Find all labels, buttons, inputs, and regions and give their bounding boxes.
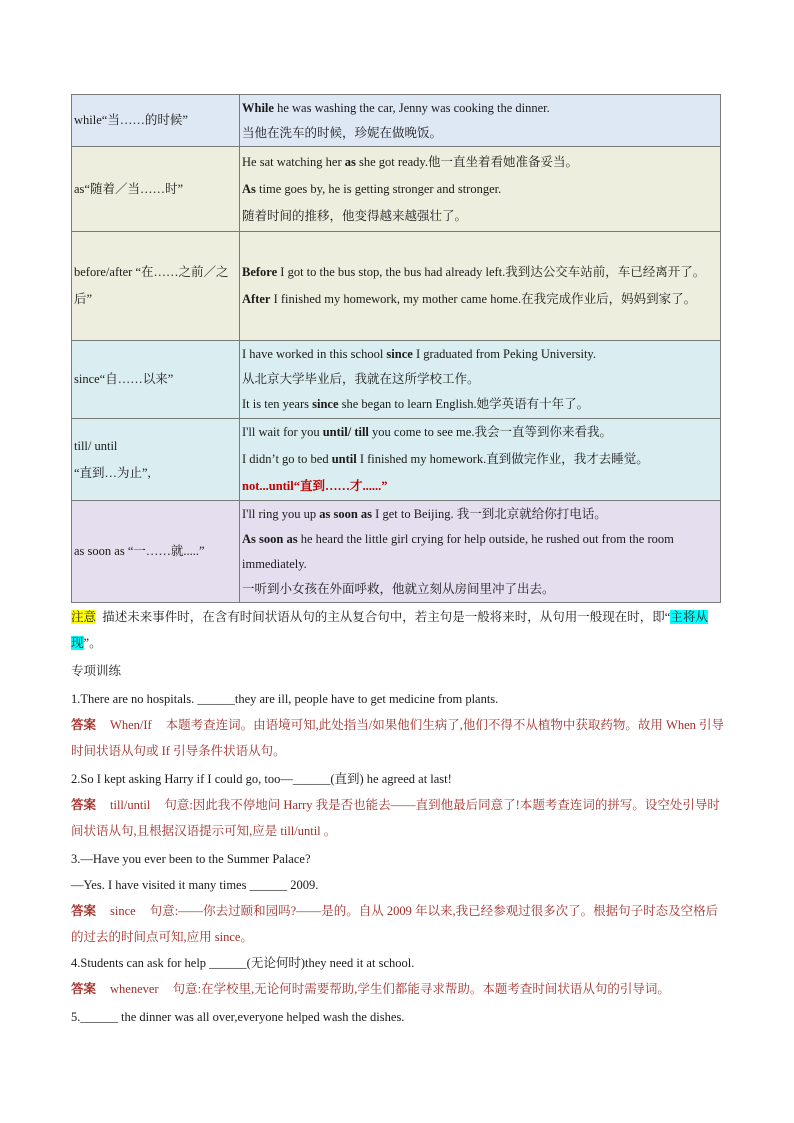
table-row bbox=[72, 419, 721, 501]
exercise-3: 3.—Have you ever been to the Summer Palace? —Yes. I have visited it many times ______ 2009. 答案 since 句意:——你去过颐和园吗?——是的。自从 2009 年以来,我已经参观过很多次了。根据句子时态及空格后的过去的时间点可知,应用 since。 bbox=[71, 852, 719, 944]
row-label: while“当……的时候” bbox=[72, 95, 240, 147]
row-examples: I'll wait for you until/ till you come to see me.我会一直等到你来看我。 I didn’t go to bed until I finished my homework.直到做完作业，我才去睡觉。 not...until“直到……才......” bbox=[240, 419, 721, 501]
row-label: before/after “在……之前／之后” bbox=[72, 232, 240, 341]
row-examples: I'll ring you up as soon as I get to Beijing. 我一到北京就给你打电话。 As soon as he heard the little girl crying for help outside, he rushed out from the room immediately. 一听到小女孩在外面呼救，他就立刻从房间里冲了出去。 bbox=[240, 501, 721, 603]
exercise-5: 5.______ the dinner was all over,everyone helped wash the dishes. bbox=[71, 1010, 405, 1024]
note-highlight: 主将从现 bbox=[71, 610, 708, 650]
row-label: till/ until “直到…为止”, bbox=[72, 419, 240, 501]
row-label: since“自……以来” bbox=[72, 341, 240, 419]
exercise-2: 2.So I kept asking Harry if I could go, too—______(直到) he agreed at last! 答案 till/until 句意:因此我不停地问 Harry 我是否也能去——直到他最后同意了!本题考查连词的拼写。设空处引导时间状语从句,且根据汉语提示可知,应是 till/until 。 bbox=[71, 772, 720, 838]
table-row bbox=[72, 341, 721, 419]
row-label: as“随着／当……时” bbox=[72, 147, 240, 232]
table-row bbox=[72, 95, 721, 147]
section-title: 专项训练 bbox=[71, 664, 122, 678]
exercise-4: 4.Students can ask for help ______(无论何时)they need it at school. 答案 whenever 句意:在学校里,无论何时需要帮助,学生们都能寻求帮助。本题考查时间状语从句的引导词。 bbox=[71, 956, 670, 996]
table-row bbox=[72, 147, 721, 232]
conjunction-table bbox=[71, 94, 721, 603]
row-examples: While he was washing the car, Jenny was cooking the dinner. 当他在洗车的时候，珍妮在做晚饭。 bbox=[240, 95, 721, 147]
table-row bbox=[72, 232, 721, 341]
row-examples: I have worked in this school since I graduated from Peking University. 从北京大学毕业后，我就在这所学校工作。 It is ten years since she began to learn English.她学英语有十年了。 bbox=[240, 341, 721, 419]
row-examples: He sat watching her as she got ready.他一直坐着看她准备妥当。 As time goes by, he is getting stronger and stronger. 随着时间的推移，他变得越来越强壮了。 bbox=[240, 147, 721, 232]
exercise-1: 1.There are no hospitals. ______they are ill, people have to get medicine from plants. 答案 When/If 本题考查连词。由语境可知,此处指当/如果他们生病了,他们不得不从植物中获取药物。故用 When 引导时间状语从句或 If 引导条件状语从句。 bbox=[71, 692, 724, 758]
row-examples: Before I got to the bus stop, the bus had already left.我到达公交车站前，车已经离开了。 After I finished my homework, my mother came home.在我完成作业后，妈妈到家了。 bbox=[240, 232, 721, 341]
note-paragraph: 注意 描述未来事件时，在含有时间状语从句的主从复合句中，若主句是一般将来时，从句用一般现在时，即“主将从现”。 bbox=[71, 610, 708, 650]
table-row bbox=[72, 501, 721, 603]
row-label: as soon as “一……就.....” bbox=[72, 501, 240, 603]
note-tag: 注意 bbox=[71, 610, 97, 624]
